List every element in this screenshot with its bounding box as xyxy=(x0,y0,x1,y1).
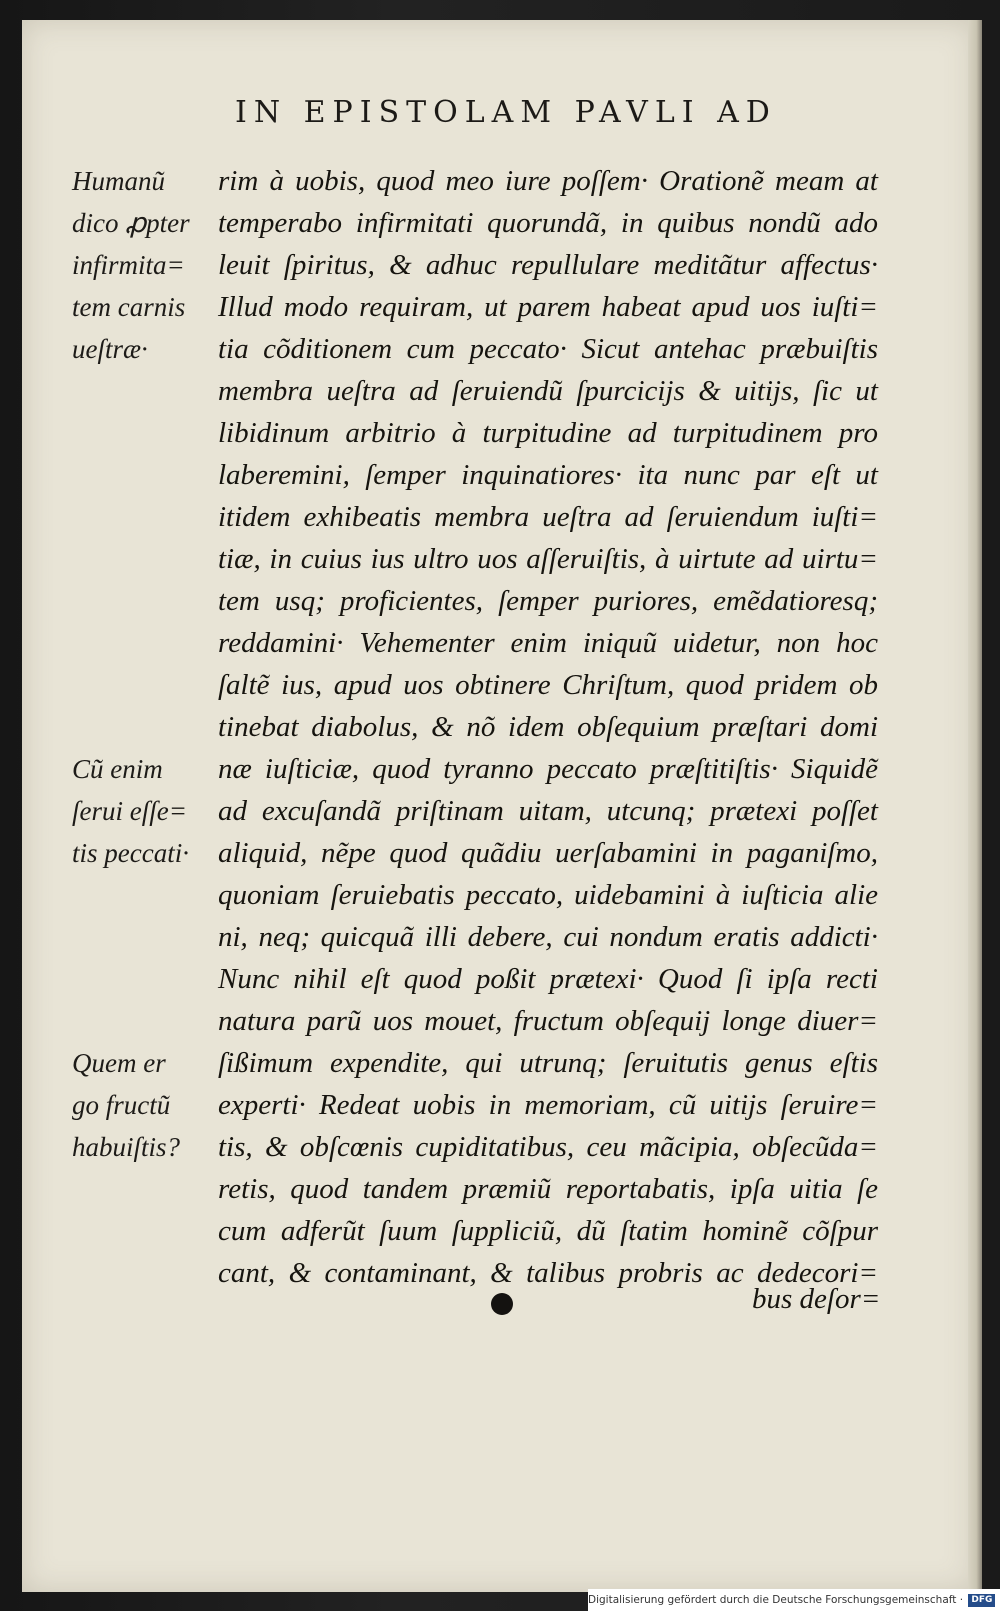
text-line: Nunc nihil eſt quod poßit prætexi· Quod ſi ipſa recti xyxy=(218,963,878,995)
text-line: tiæ, in cuius ius ultro uos aſſeruiſtis, à uirtute ad uirtu= xyxy=(218,543,878,575)
text-line: itidem exhibeatis membra ueſtra ad ſeruiendum iuſti= xyxy=(218,501,878,533)
text-line: quoniam ſeruiebatis peccato, uidebamini à iuſticia alie xyxy=(218,879,878,911)
text-line: Illud modo requiram, ut parem habeat apud uos iuſti= xyxy=(218,291,878,323)
text-line: tis, & obſcœnis cupiditatibus, ceu mãcipia, obſecũda= xyxy=(218,1131,878,1163)
margin-note-line: ueſtræ· xyxy=(72,334,148,364)
margin-note xyxy=(72,160,222,370)
text-line: aliquid, nẽpe quod quãdiu uerſabamini in paganiſmo, xyxy=(218,837,878,869)
text-line: retis, quod tandem præmiũ reportabatis, ipſa uitia ſe xyxy=(218,1173,878,1205)
text-line: experti· Redeat uobis in memoriam, cũ uitijs ſeruire= xyxy=(218,1089,878,1121)
margin-note xyxy=(72,748,222,874)
text-line: natura parũ uos mouet, fructum obſequij longe diuer= xyxy=(218,1005,878,1037)
margin-note xyxy=(72,1042,222,1168)
digitization-footer xyxy=(588,1589,1000,1611)
text-line: tia cõditionem cum peccato· Sicut antehac præbuiſtis xyxy=(218,333,878,365)
text-line: ſißimum expendite, qui utrunq; ſeruitutis genus eſtis xyxy=(218,1047,878,1079)
margin-note-line: tem carnis xyxy=(72,292,186,322)
margin-note-line: go fructũ xyxy=(72,1090,171,1120)
text-line: cant, & contaminant, & talibus probris ac dedecori= xyxy=(218,1257,878,1289)
text-line: membra ueſtra ad ſeruiendũ ſpurcicijs & uitijs, ſic ut xyxy=(218,375,878,407)
text-line: ad excuſandã priſtinam uitam, utcunq; prætexi poſſet xyxy=(218,795,878,827)
text-line: reddamini· Vehementer enim iniquũ uidetur, non hoc xyxy=(218,627,878,659)
footer-text: Digitalisierung gefördert durch die Deutsche Forschungsgemeinschaft · xyxy=(588,1594,964,1606)
page-edge xyxy=(968,20,982,1592)
text-line: tem usq; proficientes, ſemper puriores, emẽdatioresq; xyxy=(218,585,878,617)
text-line: libidinum arbitrio à turpitudine ad turpitudinem pro xyxy=(218,417,878,449)
body-text xyxy=(218,160,878,1294)
text-line: tinebat diabolus, & nõ idem obſequium præſtari domi xyxy=(218,711,878,743)
catchword: bus deſor= xyxy=(752,1283,881,1315)
margin-note-line: Humanũ xyxy=(72,166,165,196)
margin-note-line: infirmita= xyxy=(72,250,185,280)
text-line: ni, neq; quicquã illi debere, cui nondum eratis addicti· xyxy=(218,921,878,953)
text-line: næ iuſticiæ, quod tyranno peccato præſtitiſtis· Siquidẽ xyxy=(218,753,878,785)
margin-note-line: dico ꝓpter xyxy=(72,208,190,238)
text-line: cum adferũt ſuum ſuppliciũ, dũ ſtatim hominẽ cõſpur xyxy=(218,1215,878,1247)
margin-note-line: ſerui eſſe= xyxy=(72,796,187,826)
printer-dot-ornament xyxy=(491,1293,513,1315)
margin-note-line: habuiſtis? xyxy=(72,1132,181,1162)
margin-note-line: Quem er xyxy=(72,1048,166,1078)
text-line: ſaltẽ ius, apud uos obtinere Chriſtum, quod pridem ob xyxy=(218,669,878,701)
text-line: laberemini, ſemper inquinatiores· ita nunc par eſt ut xyxy=(218,459,878,491)
text-line: leuit ſpiritus, & adhuc repullulare meditãtur affectus· xyxy=(218,249,878,281)
running-head: IN EPISTOLAM PAVLI AD xyxy=(235,95,777,130)
margin-note-line: tis peccati· xyxy=(72,838,189,868)
text-line: temperabo infirmitati quorundã, in quibus nondũ ado xyxy=(218,207,878,239)
margin-note-line: Cũ enim xyxy=(72,754,163,784)
text-line: rim à uobis, quod meo iure poſſem· Orationẽ meam at xyxy=(218,165,878,197)
dfg-logo: DFG xyxy=(968,1594,995,1607)
